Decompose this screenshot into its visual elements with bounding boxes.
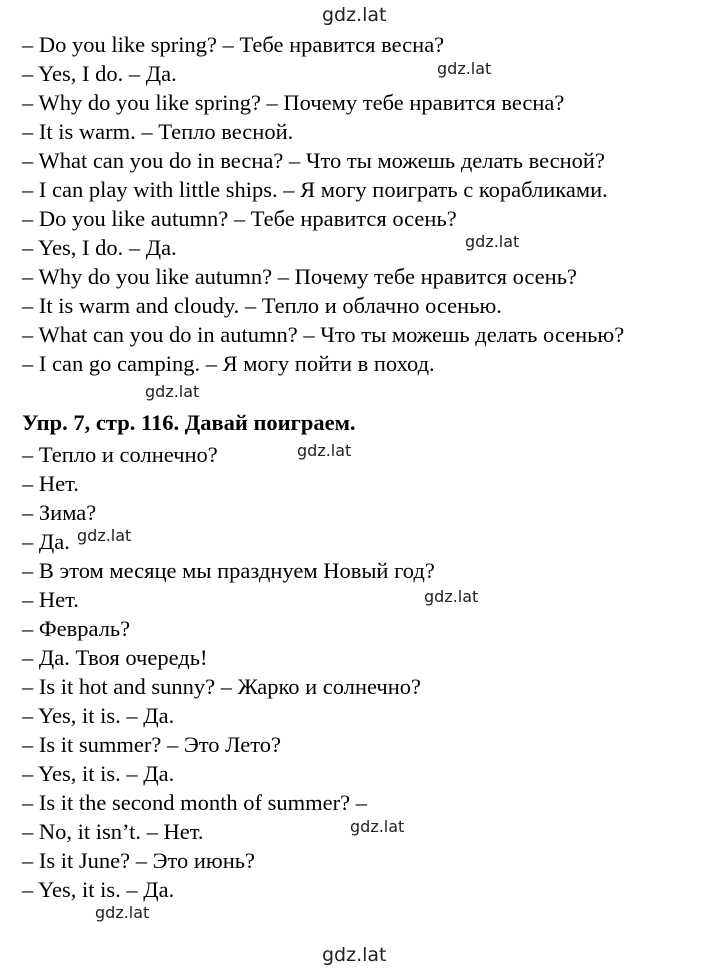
watermark: gdz.lat bbox=[350, 817, 405, 836]
dialogue-line: – В этом месяце мы празднуем Новый год? bbox=[22, 558, 435, 583]
dialogue-line: – Do you like spring? – Тебе нравится весна? bbox=[22, 32, 445, 57]
dialogue-line: – Yes, I do. – Да. bbox=[22, 61, 177, 86]
watermark: gdz.lat bbox=[465, 232, 520, 251]
dialogue-line: – Нет. bbox=[22, 471, 79, 496]
dialogue-line: – Is it June? – Это июнь? bbox=[22, 848, 256, 873]
dialogue-line: – I can go camping. – Я могу пойти в поход. bbox=[22, 351, 435, 376]
dialogue-line: – Yes, it is. – Да. bbox=[22, 703, 175, 728]
dialogue-line: – Yes, it is. – Да. bbox=[22, 761, 175, 786]
dialogue-line: – Why do you like autumn? – Почему тебе нравится осень? bbox=[22, 264, 577, 289]
dialogue-line: – Yes, I do. – Да. bbox=[22, 235, 177, 260]
dialogue-line: – It is warm and cloudy. – Тепло и облачно осенью. bbox=[22, 293, 502, 318]
watermark: gdz.lat bbox=[77, 526, 132, 545]
dialogue-line: – Is it the second month of summer? – bbox=[22, 790, 367, 815]
dialogue-line: – Yes, it is. – Да. bbox=[22, 877, 175, 902]
dialogue-line: – Is it summer? – Это Лето? bbox=[22, 732, 281, 757]
watermark: gdz.lat bbox=[437, 59, 492, 78]
dialogue-line: – Да. bbox=[22, 529, 70, 554]
dialogue-line: – What can you do in весна? – Что ты можешь делать весной? bbox=[22, 148, 605, 173]
dialogue-line: – It is warm. – Тепло весной. bbox=[22, 119, 294, 144]
dialogue-line: – What can you do in autumn? – Что ты можешь делать осенью? bbox=[22, 322, 625, 347]
exercise-heading: Упр. 7, стр. 116. Давай поиграем. bbox=[22, 410, 356, 435]
dialogue-line: – I can play with little ships. – Я могу поиграть с корабликами. bbox=[22, 177, 608, 202]
watermark: gdz.lat bbox=[297, 441, 352, 460]
watermark: gdz.lat bbox=[95, 903, 150, 922]
watermark-top: gdz.lat bbox=[322, 4, 387, 26]
watermark: gdz.lat bbox=[424, 587, 479, 606]
dialogue-line: – No, it isn’t. – Нет. bbox=[22, 819, 204, 844]
dialogue-line: – Зима? bbox=[22, 500, 97, 525]
dialogue-line: – Do you like autumn? – Тебе нравится осень? bbox=[22, 206, 457, 231]
watermark: gdz.lat bbox=[145, 382, 200, 401]
watermark-bottom: gdz.lat bbox=[322, 944, 387, 966]
dialogue-line: – Да. Твоя очередь! bbox=[22, 645, 208, 670]
dialogue-line: – Нет. bbox=[22, 587, 79, 612]
dialogue-line: – Февраль? bbox=[22, 616, 131, 641]
dialogue-line: – Why do you like spring? – Почему тебе нравится весна? bbox=[22, 90, 565, 115]
dialogue-line: – Тепло и солнечно? bbox=[22, 442, 218, 467]
dialogue-line: – Is it hot and sunny? – Жарко и солнечно? bbox=[22, 674, 422, 699]
